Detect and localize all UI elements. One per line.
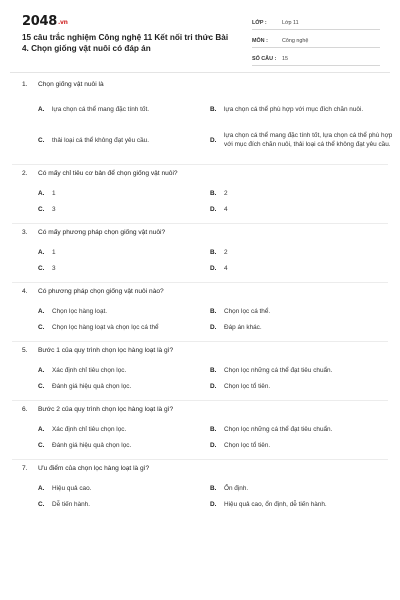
question-prompt: Bước 2 của quy trình chọn lọc hàng loạt là gì? [38, 406, 174, 413]
option-label: D. [210, 323, 217, 331]
option-text: Đánh giá hiệu quả chọn lọc. [52, 441, 132, 449]
option-text: lựa chọn cá thể mang đặc tính tốt. [52, 105, 150, 113]
option-label: B. [210, 105, 217, 113]
answer-option[interactable] [210, 244, 398, 260]
answer-option[interactable] [38, 96, 210, 122]
answer-option[interactable] [38, 437, 210, 453]
question-prompt: Có mấy chỉ tiêu cơ bản để chọn giống vật nuôi? [38, 170, 178, 177]
option-label: A. [38, 425, 45, 433]
option-text: lựa chọn cá thể mang đặc tính tốt, lựa chọn cá thể phù hợp với mục đích chăn nuôi, thải loại cá thể không đạt yêu cầu. [224, 132, 393, 148]
answer-option[interactable] [38, 319, 210, 335]
option-label: A. [38, 484, 45, 492]
option-text: thải loại cá thể không đạt yêu cầu. [52, 136, 149, 144]
question-text [22, 79, 382, 91]
question-prompt: Chọn giống vật nuôi là [38, 81, 104, 88]
answer-option[interactable] [210, 122, 398, 158]
question-item [0, 168, 400, 217]
question-item [0, 79, 400, 158]
question-text [22, 286, 382, 298]
question-prompt: Ưu điểm của chọn lọc hàng loạt là gì? [38, 465, 150, 472]
question-number: 6. [22, 406, 28, 413]
option-text: 1 [52, 248, 56, 256]
question-number: 2. [22, 170, 28, 177]
answer-option[interactable] [38, 122, 210, 158]
question-prompt: Có mấy phương pháp chọn giống vật nuôi? [38, 229, 166, 236]
header-divider [10, 72, 390, 73]
page-header [0, 0, 400, 70]
option-text: lựa chọn cá thể phù hợp với mục đích chăn nuôi. [224, 105, 364, 113]
option-text: 2 [224, 248, 228, 256]
option-label: C. [38, 205, 45, 213]
meta-value: Lớp 11 [282, 20, 299, 26]
option-label: B. [210, 189, 217, 197]
option-label: A. [38, 248, 45, 256]
option-label: B. [210, 425, 217, 433]
question-list [0, 76, 400, 512]
option-text: Chọn lọc hàng loạt và chọn lọc cá thể [52, 323, 159, 331]
question-separator [12, 282, 388, 283]
meta-key: LỚP : [252, 20, 267, 26]
answer-option[interactable] [210, 303, 398, 319]
question-number: 4. [22, 288, 28, 295]
question-text [22, 404, 382, 416]
question-item [0, 463, 400, 512]
document-title: 15 câu trắc nghiệm Công nghệ 11 Kết nối tri thức Bài 4. Chọn giống vật nuôi có đáp án [22, 33, 229, 53]
answer-option[interactable] [38, 244, 210, 260]
meta-row-subject [252, 30, 380, 48]
answer-option[interactable] [210, 496, 398, 512]
answer-option[interactable] [210, 437, 398, 453]
option-label: A. [38, 307, 45, 315]
option-text: Đánh giá hiệu quả chọn lọc. [52, 382, 132, 390]
document-meta [252, 12, 380, 66]
question-item [0, 227, 400, 276]
answer-options [38, 185, 382, 217]
option-label: D. [210, 264, 217, 272]
logo-text: 2048 [22, 14, 57, 29]
option-label: C. [38, 264, 45, 272]
answer-options [38, 421, 382, 453]
logo-suffix: .vn [57, 19, 68, 26]
option-text: Xác định chỉ tiêu chọn lọc. [52, 366, 127, 374]
answer-option[interactable] [38, 496, 210, 512]
meta-key: SỐ CÂU : [252, 56, 277, 62]
question-separator [12, 223, 388, 224]
question-number: 7. [22, 465, 28, 472]
option-text: Chọn lọc hàng loạt. [52, 307, 108, 315]
question-text [22, 227, 382, 239]
answer-option[interactable] [210, 260, 398, 276]
answer-option[interactable] [38, 303, 210, 319]
answer-option[interactable] [38, 378, 210, 394]
option-text: Hiệu quả cao. [52, 484, 92, 492]
option-label: A. [38, 366, 45, 374]
option-label: D. [210, 382, 217, 390]
option-text: Xác định chỉ tiêu chọn lọc. [52, 425, 127, 433]
question-number: 5. [22, 347, 28, 354]
option-text: Chọn lọc những cá thể đạt tiêu chuẩn. [224, 425, 333, 433]
option-label: C. [38, 500, 45, 508]
meta-key: MÔN : [252, 38, 268, 44]
answer-option[interactable] [210, 201, 398, 217]
option-label: C. [38, 441, 45, 449]
meta-value: Công nghệ [282, 38, 309, 44]
question-text [22, 345, 382, 357]
answer-option[interactable] [38, 480, 210, 496]
question-item [0, 286, 400, 335]
option-text: Dễ tiến hành. [52, 500, 91, 508]
option-label: D. [210, 136, 217, 144]
question-number: 1. [22, 81, 28, 88]
option-label: C. [38, 136, 45, 144]
answer-option[interactable] [38, 185, 210, 201]
answer-option[interactable] [210, 378, 398, 394]
answer-option[interactable] [38, 421, 210, 437]
option-text: 2 [224, 189, 228, 197]
answer-option[interactable] [210, 96, 398, 122]
option-label: C. [38, 323, 45, 331]
option-label: B. [210, 307, 217, 315]
site-logo[interactable] [22, 14, 68, 29]
answer-option[interactable] [210, 480, 398, 496]
option-text: Chọn lọc cá thể. [224, 307, 271, 315]
question-separator [12, 459, 388, 460]
option-label: A. [38, 105, 45, 113]
meta-row-class [252, 12, 380, 30]
answer-option[interactable] [38, 362, 210, 378]
answer-options [38, 362, 382, 394]
option-text: Hiệu quả cao, ổn định, dễ tiến hành. [224, 500, 327, 508]
answer-option[interactable] [210, 362, 398, 378]
option-text: Chọn lọc tổ tiên. [224, 382, 271, 390]
question-item [0, 404, 400, 453]
option-label: B. [210, 248, 217, 256]
question-text [22, 168, 382, 180]
answer-option[interactable] [210, 185, 398, 201]
answer-options [38, 480, 382, 512]
option-text: Đáp án khác. [224, 323, 262, 331]
option-text: Ổn định. [224, 484, 249, 492]
option-label: D. [210, 500, 217, 508]
question-prompt: Có phương pháp chọn giống vật nuôi nào? [38, 288, 164, 295]
answer-option[interactable] [210, 421, 398, 437]
meta-row-count [252, 48, 380, 66]
meta-value: 15 [282, 56, 288, 62]
option-label: A. [38, 189, 45, 197]
question-separator [12, 164, 388, 165]
option-label: B. [210, 484, 217, 492]
question-number: 3. [22, 229, 28, 236]
answer-option[interactable] [38, 201, 210, 217]
answer-options [38, 303, 382, 335]
option-text: Chọn lọc tổ tiên. [224, 441, 271, 449]
answer-option[interactable] [210, 319, 398, 335]
option-text: Chọn lọc những cá thể đạt tiêu chuẩn. [224, 366, 333, 374]
answer-options [38, 244, 382, 276]
option-label: B. [210, 366, 217, 374]
option-text: 1 [52, 189, 56, 197]
option-label: C. [38, 382, 45, 390]
option-text: 3 [52, 205, 56, 213]
option-text: 3 [52, 264, 56, 272]
question-text [22, 463, 382, 475]
option-label: D. [210, 441, 217, 449]
option-label: D. [210, 205, 217, 213]
option-text: 4 [224, 264, 228, 272]
question-item [0, 345, 400, 394]
question-separator [12, 341, 388, 342]
option-text: 4 [224, 205, 228, 213]
answer-options [38, 96, 393, 158]
answer-option[interactable] [38, 260, 210, 276]
question-prompt: Bước 1 của quy trình chọn lọc hàng loạt là gì? [38, 347, 174, 354]
question-separator [12, 400, 388, 401]
